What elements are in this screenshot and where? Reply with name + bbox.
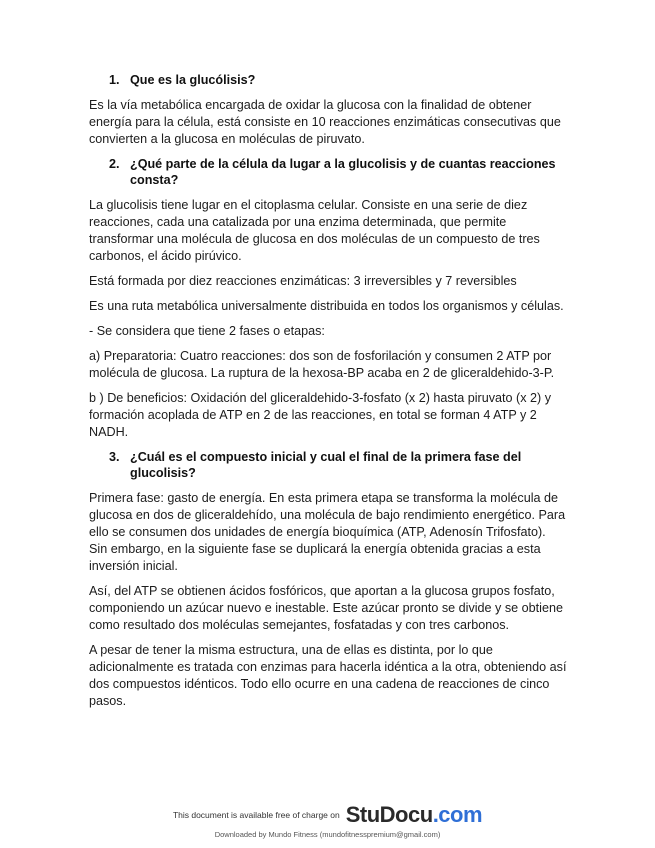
availability-text: This document is available free of charge on bbox=[172, 810, 340, 820]
paragraph: b ) De beneficios: Oxidación del gliceraldehido-3-fosfato (x 2) hasta piruvato (x 2) y formación acoplada de ATP en 2 de las reacciones, en total se forman 4 ATP y 2 NADH. bbox=[89, 391, 551, 439]
logo-domain: .com bbox=[432, 802, 483, 827]
paragraph: La glucolisis tiene lugar en el citoplasma celular. Consiste en una serie de diez reacciones, cada una catalizada por una enzima determinada, que permite transformar una molécula de glucosa en dos moléculas de un compuesto de tres carbonos, el ácido pirúvico. bbox=[89, 198, 540, 263]
question-title: Que es la glucólisis? bbox=[130, 73, 256, 87]
logo-text: StuDocu bbox=[345, 802, 433, 827]
question-heading-1 bbox=[89, 72, 567, 88]
question-title: ¿Qué parte de la célula da lugar a la glucolisis y de cuantas reacciones consta? bbox=[130, 157, 556, 187]
question-number: 1. bbox=[109, 73, 120, 87]
paragraph: Está formada por diez reacciones enzimáticas: 3 irreversibles y 7 reversibles bbox=[89, 274, 517, 288]
document-content bbox=[89, 72, 567, 718]
paragraph: Es una ruta metabólica universalmente distribuida en todos los organismos y células. bbox=[89, 299, 564, 313]
paragraph: Así, del ATP se obtienen ácidos fosfóricos, que aportan a la glucosa grupos fosfato, componiendo un azúcar nuevo e inestable. Este azúcar pronto se divide y se obtiene como resultado dos moléculas semejantes, fosfatadas y con tres carbonos. bbox=[89, 584, 563, 632]
paragraph: A pesar de tener la misma estructura, una de ellas es distinta, por lo que adicionalmente es tratada con enzimas para hacerla idéntica a la otra, obteniendo así dos compuestos idénticos. Todo ello ocurre en una cadena de reacciones de cinco pasos. bbox=[89, 643, 567, 708]
question-heading-2 bbox=[89, 156, 567, 188]
page-footer bbox=[0, 802, 655, 839]
question-heading-3 bbox=[89, 449, 567, 481]
availability-line bbox=[0, 802, 655, 828]
paragraph: - Se considera que tiene 2 fases o etapas: bbox=[89, 324, 325, 338]
paragraph: Es la vía metabólica encargada de oxidar la glucosa con la finalidad de obtener energía para la célula, está consiste en 10 reacciones enzimáticas consecutivas que convierten a la glucosa en moléculas de piruvato. bbox=[89, 98, 561, 146]
download-credit: Downloaded by Mundo Fitness (mundofitnesspremium@gmail.com) bbox=[214, 830, 441, 839]
paragraph: a) Preparatoria: Cuatro reacciones: dos son de fosforilación y consumen 2 ATP por molécula de glucosa. La ruptura de la hexosa-BP acaba en 2 de gliceraldehido-3-P. bbox=[89, 349, 555, 380]
question-number: 2. bbox=[109, 157, 120, 171]
question-number: 3. bbox=[109, 450, 120, 464]
question-title: ¿Cuál es el compuesto inicial y cual el final de la primera fase del glucolisis? bbox=[130, 450, 522, 480]
studocu-logo[interactable] bbox=[346, 802, 482, 828]
paragraph: Primera fase: gasto de energía. En esta primera etapa se transforma la molécula de glucosa en dos de gliceraldehído, una molécula de bajo rendimiento energético. Para ello se consumen dos unidades de energía bioquímica (ATP, Adenosín Trifosfato). Sin embargo, en la siguiente fase se duplicará la energía obtenida gracias a esta inversión inicial. bbox=[89, 491, 566, 573]
